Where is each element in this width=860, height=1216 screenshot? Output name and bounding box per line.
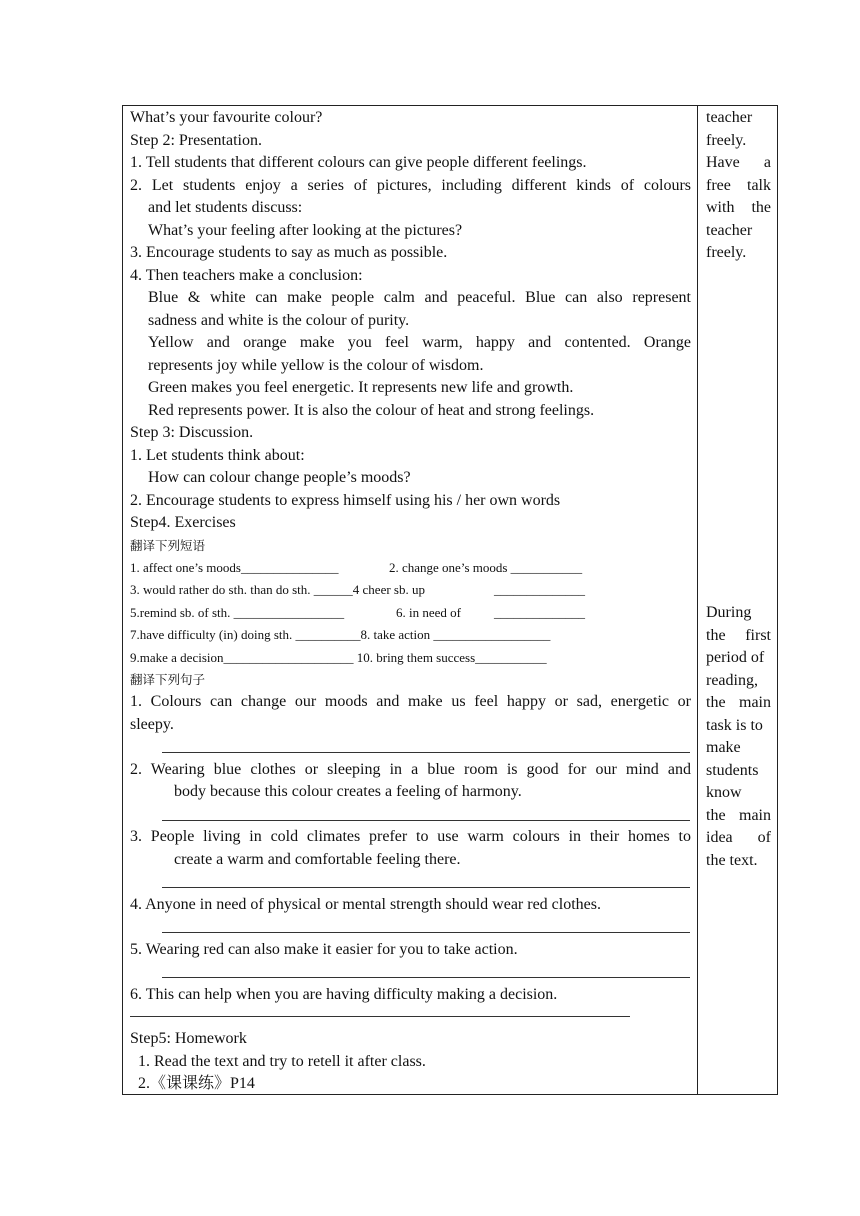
column-divider (697, 106, 698, 1094)
side-line: freely. (706, 244, 747, 261)
answer-line-4 (130, 916, 691, 939)
side-line: freely. (706, 131, 747, 149)
conclusion-yellow-orange: Yellow and orange make you feel warm, happy and contented. Orange (148, 334, 691, 351)
side-line: teacher (706, 221, 753, 239)
purpose-column-top (706, 107, 771, 265)
step5-heading: Step5: Homework (130, 1030, 247, 1047)
phrases-title: 翻译下列短语 (130, 537, 206, 553)
sentence-4: 4. Anyone in need of physical or mental strength should wear red clothes. (130, 895, 601, 913)
answer-line-5 (130, 961, 691, 984)
phrase-9-10: 9.make a decision____________________ 10. bring them success___________ (130, 649, 547, 665)
step3-heading: Step 3: Discussion. (130, 424, 254, 441)
step2-heading: Step 2: Presentation. (130, 131, 262, 149)
sentence-3-cont: create a warm and comfortable feeling there. (174, 850, 461, 868)
step2-item2-question: What’s your feeling after looking at the pictures? (148, 221, 463, 239)
sentence-6: 6. This can help when you are having difficulty making a decision. (130, 985, 558, 1003)
sentence-5: 5. Wearing red can also make it easier for you to take action. (130, 940, 518, 958)
phrase-7-8: 7.have difficulty (in) doing sth. __________8. take action __________________ (130, 627, 551, 642)
phrase-row-1 (130, 557, 691, 580)
phrase-row-2 (130, 579, 691, 602)
phrase-1: 1. affect one’s moods_______________ (130, 559, 339, 575)
side-line: the main (706, 694, 771, 711)
step2-item4: 4. Then teachers make a conclusion: (130, 266, 363, 284)
step3-item1-question: How can colour change people’s moods? (148, 469, 411, 486)
phrase-row-3 (130, 602, 691, 625)
side-line: period of (706, 649, 765, 666)
side-line: free talk (706, 176, 771, 194)
conclusion-blue-white-cont: sadness and white is the colour of purity. (148, 311, 410, 329)
step3-item2: 2. Encourage students to express himself using his / her own words (130, 491, 561, 509)
answer-line-3 (130, 871, 691, 894)
phrase-4-blank: ______________ (494, 582, 585, 597)
phrase-6: 6. in need of (396, 604, 461, 620)
step2-item3: 3. Encourage students to say as much as possible. (130, 244, 448, 261)
step3-item1: 1. Let students think about: (130, 446, 305, 464)
phrase-5: 5.remind sb. of sth. _________________ (130, 604, 345, 620)
answer-line-1 (130, 736, 691, 759)
step2-item2: 2. Let students enjoy a series of pictures, including different kinds of colours (130, 176, 691, 194)
step2-item1: 1. Tell students that different colours can give people different feelings. (130, 154, 587, 171)
purpose-column-bottom (706, 602, 771, 872)
side-line: make (706, 739, 741, 756)
side-line: During (706, 604, 752, 621)
side-line: Have a (706, 154, 771, 171)
step4-heading: Step4. Exercises (130, 514, 236, 531)
sentence-2: 2. Wearing blue clothes or sleeping in a blue room is good for our mind and (130, 760, 691, 778)
phrase-3-4: 3. would rather do sth. than do sth. ______4 cheer sb. up (130, 582, 425, 597)
side-line: the text. (706, 851, 758, 869)
phrase-row-4 (130, 624, 691, 647)
sentence-1: 1. Colours can change our moods and make us feel happy or sad, energetic or (130, 693, 691, 710)
side-line: teacher (706, 109, 753, 126)
side-line: the main (706, 806, 771, 824)
lesson-table (122, 105, 778, 1095)
side-line: with the (706, 199, 771, 216)
question-line: What’s your favourite colour? (130, 109, 323, 126)
conclusion-red: Red represents power. It is also the colour of heat and strong feelings. (148, 401, 595, 419)
homework-item2: 2.《课课练》P14 (138, 1075, 255, 1092)
sentences-title: 翻译下列句子 (130, 672, 206, 687)
side-line: students (706, 761, 759, 779)
step2-item2-cont: and let students discuss: (148, 199, 303, 216)
phrase-row-5 (130, 647, 691, 670)
phrase-2: 2. change one’s moods ___________ (389, 559, 583, 575)
answer-line-6 (130, 1016, 630, 1017)
side-line: idea of (706, 829, 771, 846)
answer-line-2 (130, 804, 691, 827)
sentence-1-cont: sleepy. (130, 715, 174, 733)
phrase-6-blank: ______________ (494, 604, 585, 620)
sentence-2-cont: body because this colour creates a feeling of harmony. (174, 783, 522, 800)
side-line: task is to (706, 716, 763, 734)
lesson-procedure-column (130, 107, 691, 1096)
side-line: the first (706, 626, 771, 644)
side-line: know (706, 784, 742, 801)
homework-item1: 1. Read the text and try to retell it after class. (138, 1052, 426, 1070)
side-line: reading, (706, 671, 758, 689)
sentence-3: 3. People living in cold climates prefer to use warm colours in their homes to (130, 828, 691, 845)
conclusion-yellow-orange-cont: represents joy while yellow is the colour of wisdom. (148, 356, 484, 374)
conclusion-green: Green makes you feel energetic. It represents new life and growth. (148, 379, 574, 396)
conclusion-blue-white: Blue & white can make people calm and peaceful. Blue can also represent (148, 289, 691, 306)
